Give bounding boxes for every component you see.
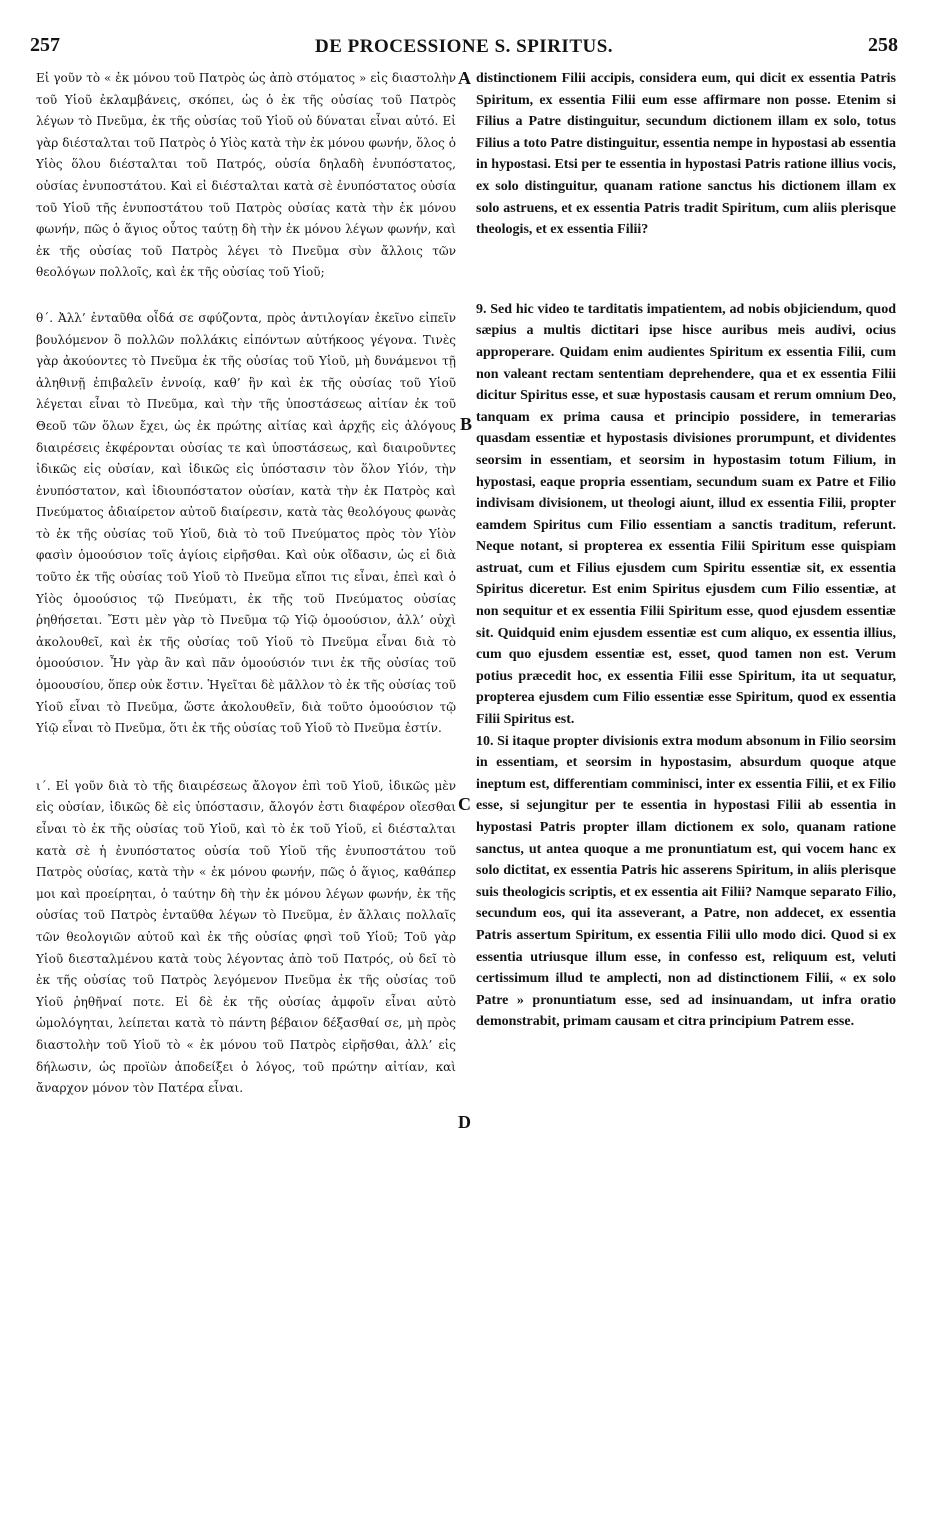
greek-paragraph-10: ι΄. Εἰ γοῦν διὰ τὸ τῆς διαιρέσεως ἄλογον ἐπὶ τοῦ Υἱοῦ, ἰδικῶς μὲν εἰς οὐσίαν, ἰδικῶς δὲ εἰς ὑπόστασιν, ἄλογόν ἐστι διαφέρον οἴεσθαι εἶναι τὸ ἐκ τῆς οὐσίας τοῦ Υἱοῦ, καὶ τὸ ἐκ τοῦ Υἱοῦ, εἰ διέσταλται κατὰ σὲ ἡ ἐνυπόστατος οὐσία τοῦ Υἱοῦ τῆς ἐνυποστάτου τοῦ Πατρὸς οὐσίας, κατὰ τὴν « ἐκ μόνου φωνήν, πῶς ὁ ἅγιος, καθάπερ μοι καὶ προείρηται, ὁ ταύτην δὴ τὴν ἐκ μόνου λέγων φωνήν, ἐκ τῆς οὐσίας τοῦ Πατρὸς ἐνταῦθα λέγων τὸ Πνεῦμα, ἐν ἄλλαις πολλαῖς τῶν θεολογιῶν αὐτοῦ καὶ ἐκ τῆς οὐσίας φησὶ τοῦ Υἱοῦ; Τοῦ γὰρ Υἱοῦ διεσταλμένου κατὰ τοὺς λέγοντας ἀπὸ τοῦ Πατρός, οὐ δεῖ τὸ ἐκ τῆς οὐσίας τοῦ Πατρὸς λεγόμενον Πνεῦμα ἐκ τῆς οὐσίας τοῦ Υἱοῦ ῥηθῆναί ποτε. Εἰ δὲ ἐκ τῆς οὐσίας ἀμφοῖν εἶναι αὐτὸ ὡμολόγηται, λείπεται κατὰ τὸ πάντη βέβαιον δέξασθαί σε, μὴ πρὸς διαστολὴν τοῦ Υἱοῦ τὸ « ἐκ μόνου τοῦ Πατρὸς εἰρῆσθαι, ἀλλ’ εἰς δήλωσιν, ὡς προϊὼν ἀποδείξει ὁ λόγος, τοῦ πρώτην αἰτίαν, καὶ ἄναρχον μόνον τὸν Πατέρα εἶναι. (36, 778, 456, 1096)
margin-marker-d: D (458, 1112, 471, 1132)
latin-paragraph-10: 10. Si itaque propter divisionis extra modum absonum in Filio seorsim in essentiam, et seorsim in hypostasim, absurdum quoque atque ineptum est, differentiam comminisci, inter ex essentia Filii, et ex Filio esse, si sejungitur per te essentia in hypostasi Filii ab essentia in hypostasi Patris propter illam dictionem ex solo, quanam ratione sanctus, ut antea quoque a me pronuntiatum est, qui vocem hanc ex solo dictitat, ex essentia Patris hic asserens Spiritum, in aliis plerisque suis theologicis scriptis, et ex essentia ait Filii? Namque separato Filio, secundum eos, qui ita asseverant, a Patre, non addecet, ex essentia Patris assertum Spiritum, ex essentia Filii ullo modo dici. Quod si ex essentia utriusque illum esse, in confesso est, reliquum est, veluti certissimum illud te amplecti, non ad distinctionem Filii, « ex solo Patre » pronuntiatum esse, sed ad insinuandam, ut infra oratio demonstrabit, primam causam et citra principium Patrem esse. (476, 733, 896, 1030)
greek-column (36, 68, 456, 1100)
latin-paragraph-9: 9. Sed hic video te tarditatis impatientem, ad nobis objiciendum, quod sæpius a multis dictitari ipse hisce auribus meis audivi, ocius approperare. Quidam enim audientes Spiritum ex essentia Filii, cum non valeant rectam sententiam deprehendere, qua et ex essentia Filii dicitur Spiritus esse, et suæ hypostasis causam et rerum omnium Deo, tanquam ex prima causa et principio possidere, in temerarias quasdam essentiæ et hypostasis divisiones prorumpunt, et dividentes seorsim in essentiam, et seorsim in hypostasim totum Filium, in hypostasi, eaque propria essentiam, secundum suam ex Patre et Filio indivisam divisionem, ut theologi aiunt, illud ex essentia Filii, propter eamdem Spiritus cum Filio essentiam a sanctis traditum, referunt. Neque notant, si propterea ex essentia Filii Spiritum esse quispiam astruat, cum et Filius ejusdem cum Spiritu essentiæ sit, ex essentia Spiritus diceretur. Est enim Spiritus ejusdem cum Filio essentiæ, at non sequitur et ex essentia Filii Spiritum esse, quod ejusdem essentiæ sit. Quidquid enim ejusdem essentiæ est cum aliquo, ex essentia illius, cum quo ejusdem essentiæ est, esset, quod tamen non est. Verum potius præcedit hoc, ex essentia Filii esse Spiritum, ita ut sequatur, propterea ejusdem cum Filio essentiæ esse Spiritum, quod ex essentia Filii Spiritus est. (476, 301, 896, 728)
greek-paragraph-9: θ΄. Ἀλλ’ ἐνταῦθα οἶδά σε σφύζοντα, πρὸς ἀντιλογίαν ἐκεῖνο εἰπεῖν βουλόμενον ὃ πολλῶν πολλάκις εἰπόντων αὐτήκοος γέγονα. Τινὲς γὰρ ἀκούοντες τὸ Πνεῦμα ἐκ τῆς οὐσίας τοῦ Υἱοῦ, μὴ δυνάμενοι τῇ ἀληθινῇ ἐπιβαλεῖν ἐννοίᾳ, καθ’ ἣν καὶ ἐκ τῆς οὐσίας τοῦ Υἱοῦ λέγεται εἶναι τὸ Πνεῦμα, καὶ τὴν τῆς ὑποστάσεως αἰτίαν ἐκ τοῦ Θεοῦ τῶν ὅλων ἔχει, ὡς ἐκ πρώτης αἰτίας καὶ ἀρχῆς εἰς ἀλόγους διαιρέσεις ἐκφέρονται οὐσίας τε καὶ ὑποστάσεως, καὶ διαιροῦντες ἰδικῶς εἰς οὐσίαν, καὶ ἰδικῶς εἰς ὑπόστασιν τὸν ὅλον Υἱόν, τὴν ἐνυπόστατον, καὶ ἰδιουπόστατον οὐσίαν, κατὰ τὴν ἐκ Πατρὸς καὶ Πνεύματος ἀδιαίρετον αὐτοῦ διαίρεσιν, κατὰ τὰς θεολόγους φωνὰς τὸ ἐκ τῆς οὐσίας τοῦ Υἱοῦ, διὰ τὸ τοῦ Πνεύματος πρὸς τὸν Υἱὸν φασὶν ὁμοούσιον τοῖς ἁγίοις εἰρῆσθαι. Καὶ οὐκ οἴδασιν, ὡς εἰ διὰ τοῦτο ἐκ τῆς οὐσίας τοῦ Υἱοῦ τὸ Πνεῦμα εἴποι τις εἶναι, ἐπεὶ καὶ ὁ Υἱὸς ὁμοούσιος τῷ Πνεύματι, ἐκ τῆς τοῦ Πνεύματος οὐσίας ῥηθήσεται. Ἔστι μὲν γὰρ τὸ Πνεῦμα τῷ Υἱῷ ὁμοούσιον, ἀλλ’ οὐχὶ ἀκολουθεῖ, καὶ ἐκ τῆς οὐσίας τοῦ Υἱοῦ τὸ Πνεῦμα εἶναι διὰ τὸ ὁμοούσιον. Ἦν γὰρ ἂν καὶ πᾶν ὁμοούσιόν τινι ἐκ τῆς οὐσίας τοῦ ὁμοουσίου, ὅπερ οὐκ ἔστιν. Ἡγεῖται δὲ μᾶλλον τὸ ἐκ τῆς οὐσίας τοῦ Υἱοῦ εἶναι τὸ Πνεῦμα, ὥστε ἀκολουθεῖν, διὰ τοῦτο ὁμοούσιον τῷ Υἱῷ εἶναι τὸ Πνεῦμα, ὅτι ἐκ τῆς οὐσίας τοῦ Υἱοῦ τὸ Πνεῦμα ἐστίν. (36, 310, 456, 736)
left-page-number: 257 (30, 34, 60, 56)
margin-marker-a: A (458, 68, 471, 88)
running-title: DE PROCESSIONE S. SPIRITUS. (314, 36, 614, 57)
latin-paragraph-1: distinctionem Filii accipis, considera eum, qui dicit ex essentia Patris Spiritum, ex essentia Filii eum esse affirmare non posse. Etenim si Filius a Patre distinguitur, secundum dictionem illam ex solo, totus Filius a toto Patre distinguitur, essentia nempe in hypostasi ab essentia in hypostasi. Etsi per te essentia in hypostasi Patris ratione illius vocis, ex solo distinguitur, quanam ratione sanctus his dictionem illam ex solo astruens, et ex essentia Patris tradit Spiritum, cum aliis plerisque theologis, et ex essentia Filii? (476, 71, 896, 238)
greek-paragraph-1: Εἰ γοῦν τὸ « ἐκ μόνου τοῦ Πατρὸς ὡς ἀπὸ στόματος » εἰς διαστολὴν τοῦ Υἱοῦ ἐκλαμβάνεις, σκόπει, ὡς ὁ ἐκ τῆς οὐσίας τοῦ Πατρὸς λέγων τὸ Πνεῦμα, ἐκ τῆς οὐσίας τοῦ Υἱοῦ οὐ δύναται εἶναι αὐτό. Εἰ γὰρ διέσταλται τοῦ Πατρὸς ὁ Υἱὸς κατὰ τὴν ἐκ μόνου φωνήν, ὅλος ὁ Υἱὸς ὅλου διέσταλται τοῦ Πατρός, οὐσία δηλαδὴ ἐνυπόστατος, οὐσίας ἐνυποστάτου. Καὶ εἰ διέσταλται κατὰ σὲ ἐνυπόστατος οὐσία τοῦ Υἱοῦ τῆς ἐνυποστάτου τοῦ Πατρὸς οὐσίας κατὰ τὴν ἐκ μόνου φωνήν, πῶς ὁ ἅγιος οὗτος ταύτῃ δὴ τὴν ἐκ μόνου λέγων φωνήν, καὶ ἐκ τῆς οὐσίας τοῦ Πατρὸς λέγει τὸ Πνεῦμα σὺν ἄλλοις τῶν θεολόγων πολλοῖς, καὶ ἐκ τῆς οὐσίας τοῦ Υἱοῦ; (36, 71, 456, 280)
latin-column (476, 68, 896, 1033)
running-header (30, 34, 898, 64)
right-page-number: 258 (868, 34, 898, 56)
margin-marker-c: C (458, 794, 471, 814)
margin-marker-b: B (460, 414, 473, 434)
